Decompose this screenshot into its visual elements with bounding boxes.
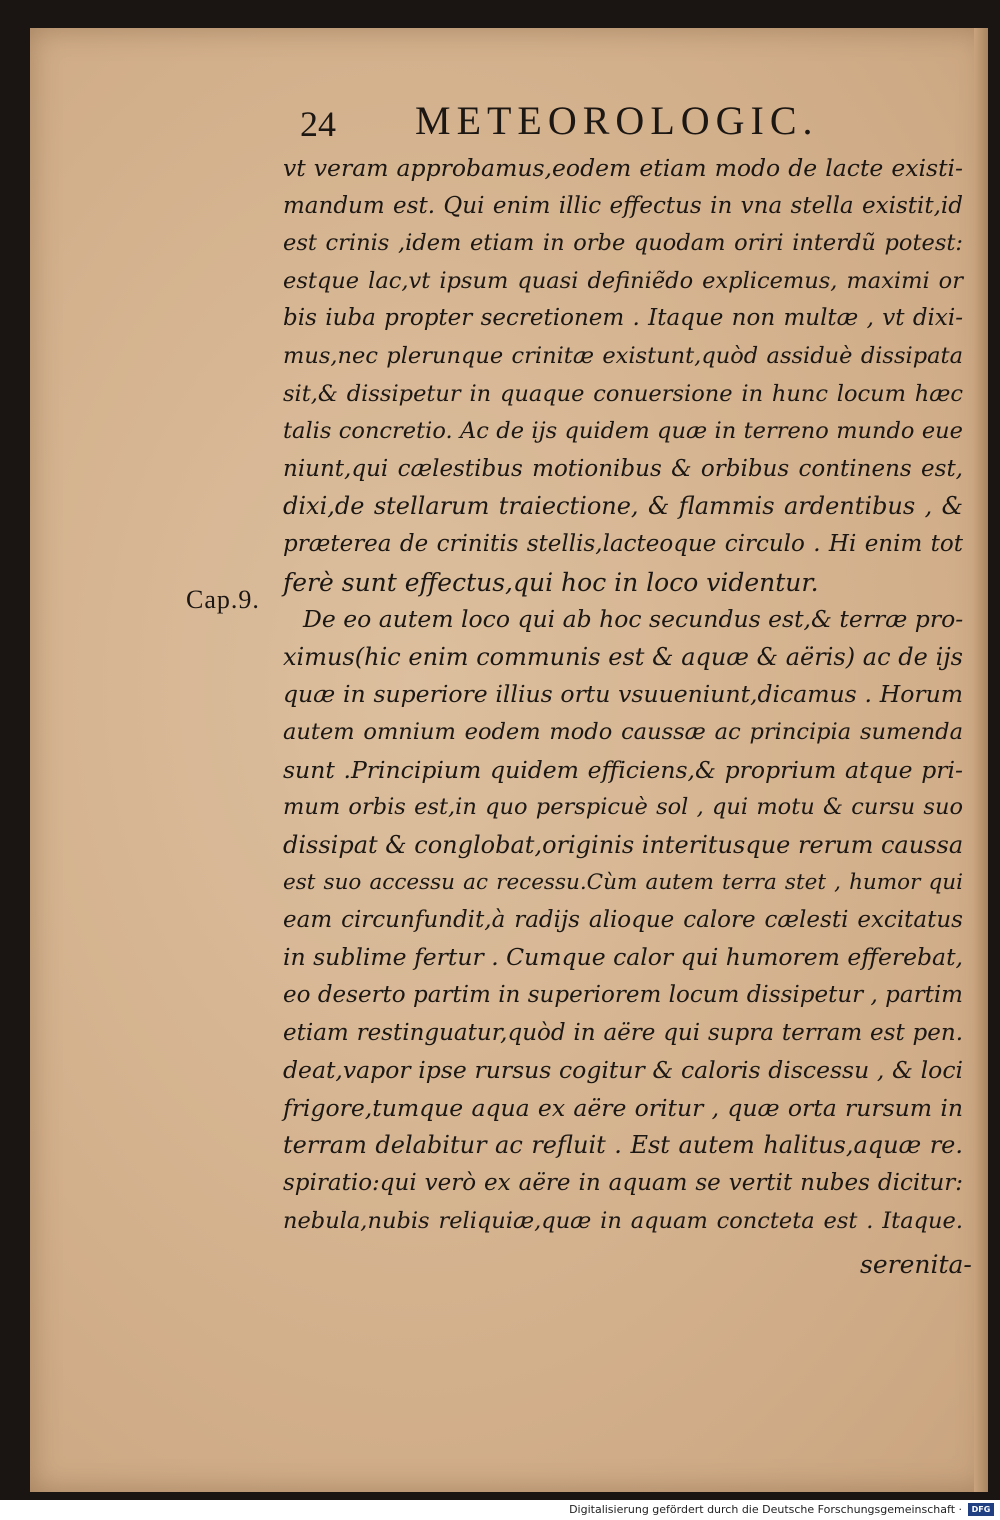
text-line: ximus(hic enim communis est & aquæ & aëris) ac de ijs bbox=[283, 642, 963, 671]
text-line: autem omnium eodem modo caussæ ac principia sumenda bbox=[283, 718, 963, 745]
page-edge bbox=[974, 28, 988, 1492]
text-line: niunt,qui cælestibus motionibus & orbibus continens est, bbox=[283, 455, 963, 482]
text-line: eo deserto partim in superiorem locum dissipetur , partim bbox=[283, 982, 963, 1009]
text-line: mus,nec plerunque crinitæ existunt,quòd assiduè dissipata bbox=[283, 342, 963, 369]
text-line: talis concretio. Ac de ijs quidem quæ in terreno mundo eue bbox=[283, 418, 963, 445]
text-line: mandum est. Qui enim illic effectus in vna stella existit,id bbox=[283, 192, 963, 219]
text-line: bis iuba propter secretionem . Itaque non multæ , vt dixi- bbox=[283, 305, 963, 332]
text-line: spiratio:qui verò ex aëre in aquam se vertit nubes dicitur: bbox=[283, 1170, 963, 1197]
text-line: vt veram approbamus,eodem etiam modo de lacte existi- bbox=[283, 154, 963, 182]
running-title: METEOROLOGIC. bbox=[415, 98, 819, 143]
text-line: estque lac,vt ipsum quasi definiẽdo explicemus, maximi or bbox=[283, 267, 963, 294]
text-line: in sublime fertur . Cumque calor qui humorem efferebat, bbox=[283, 943, 963, 972]
text-line: deat,vapor ipse rursus cogitur & caloris discessu , & loci bbox=[283, 1056, 963, 1085]
page-number: 24 bbox=[300, 104, 336, 144]
text-line: etiam restinguatur,quòd in aëre qui supra terram est pen. bbox=[283, 1019, 963, 1046]
catchword: serenita- bbox=[860, 1250, 972, 1279]
text-line: est suo accessu ac recessu.Cùm autem terra stet , humor qui bbox=[283, 870, 963, 896]
text-line: ferè sunt effectus,qui hoc in loco videntur. bbox=[283, 567, 819, 597]
text-body bbox=[283, 150, 963, 1240]
digitization-footer bbox=[0, 1500, 1000, 1520]
text-line: quæ in superiore illius ortu vsuueniunt,dicamus . Horum bbox=[283, 680, 963, 709]
page-header bbox=[270, 98, 870, 142]
text-line: præterea de crinitis stellis,lacteoque circulo . Hi enim tot bbox=[283, 530, 963, 557]
text-line: terram delabitur ac refluit . Est autem halitus,aquæ re. bbox=[283, 1131, 963, 1160]
text-line: sunt .Principium quidem efficiens,& proprium atque pri- bbox=[283, 755, 963, 784]
text-line: est crinis ,idem etiam in orbe quodam oriri interdũ potest: bbox=[283, 230, 963, 257]
text-line: De eo autem loco qui ab hoc secundus est,& terræ pro- bbox=[303, 605, 964, 634]
dfg-logo: DFG bbox=[968, 1503, 994, 1516]
text-line: nebula,nubis reliquiæ,quæ in aquam concteta est . Itaque. bbox=[283, 1207, 963, 1234]
margin-chapter-note: Cap.9. bbox=[186, 585, 260, 614]
text-line: dissipat & conglobat,originis interitusque rerum caussa bbox=[283, 830, 964, 859]
text-line: frigore,tumque aqua ex aëre oritur , quæ orta rursum in bbox=[283, 1093, 963, 1122]
text-line: sit,& dissipetur in quaque conuersione in hunc locum hæc bbox=[283, 380, 963, 407]
footer-credit: Digitalisierung gefördert durch die Deutsche Forschungsgemeinschaft · bbox=[569, 1503, 962, 1516]
text-line: dixi,de stellarum traiectione, & flammis ardentibus , & bbox=[283, 492, 963, 521]
text-line: mum orbis est,in quo perspicuè sol , qui motu & cursu suo bbox=[283, 794, 963, 821]
text-line: eam circunfundit,à radijs alioque calore cælesti excitatus bbox=[283, 906, 963, 933]
